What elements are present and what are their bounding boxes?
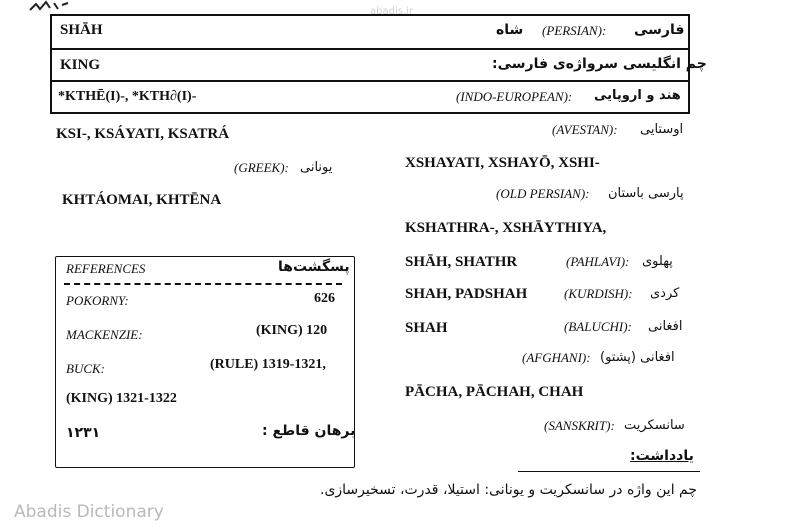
- persian-label-fa: فارسی: [634, 22, 685, 38]
- references-box: [55, 256, 355, 468]
- avestan-label-en: (AVESTAN):: [552, 122, 618, 137]
- ref-mackenzie-value: (KING) 120: [256, 323, 328, 338]
- kurdish-label-en: (KURDISH):: [564, 286, 633, 301]
- note-divider: [518, 471, 700, 472]
- english-value: KING: [60, 57, 101, 73]
- kurdish-label-fa: کردی: [650, 286, 680, 301]
- pahlavi-label-en: (PAHLAVI):: [566, 254, 630, 269]
- greek-label-en: (GREEK):: [234, 160, 289, 175]
- kurdish-value: SHAH, PADSHAH: [405, 286, 528, 302]
- pahlavi-value: SHĀH, SHATHR: [405, 254, 518, 270]
- ref-buck-name: BUCK:: [66, 361, 105, 376]
- ref-borhan-name: برهان قاطع :: [262, 423, 356, 439]
- faint-header-text: abadis.ir: [370, 6, 414, 17]
- baluchi-value: SHAH: [405, 320, 448, 336]
- indo-european-label-en: (INDO-EUROPEAN):: [456, 89, 573, 104]
- indo-european-value: *KTHĒ(I)-, *KTH∂(I)-: [58, 89, 197, 104]
- references-dashed-divider: [64, 283, 342, 285]
- note-text: چم این واژه در سانسکریت و یونانی: استیلا، قدرت، تسخیرسازی.: [320, 482, 698, 498]
- afghani-label-en: (AFGHANI):: [522, 350, 591, 365]
- indo-european-label-fa: هند و اروپایی: [594, 88, 681, 103]
- persian-label-en: (PERSIAN):: [542, 23, 607, 38]
- old-persian-label-fa: پارسی باستان: [608, 186, 684, 201]
- afghani-value: PĀCHA, PĀCHAH, CHAH: [405, 384, 584, 400]
- entry-header-table: [50, 14, 707, 114]
- old-persian-value: KSHATHRA-, XSHĀYTHIYA,: [405, 220, 607, 236]
- references-title-fa: پسگشت‌ها: [278, 259, 350, 275]
- references-title-en: REFERENCES: [66, 261, 146, 276]
- ref-pokorny-name: POKORNY:: [66, 293, 129, 308]
- persian-latin-value: SHĀH: [60, 22, 103, 38]
- avestan-label-fa: اوستایی: [640, 122, 684, 137]
- greek-value: KHTÁOMAI, KHTĒNA: [62, 192, 222, 208]
- persian-fa-value: شاه: [496, 22, 524, 38]
- afghani-label-fa: افغانی (پشتو): [600, 350, 675, 365]
- sanskrit-label-en: (SANSKRIT):: [544, 418, 615, 433]
- greek-label-fa: یونانی: [300, 160, 333, 175]
- ref-borhan-value: ۱۲۳۱: [66, 425, 101, 441]
- sanskrit-label-fa: سانسکریت: [624, 418, 685, 433]
- ref-pokorny-value: 626: [314, 291, 335, 306]
- pahlavi-label-fa: پهلوی: [642, 254, 673, 269]
- baluchi-label-fa: افغانی: [648, 319, 683, 334]
- old-persian-label-en: (OLD PERSIAN):: [496, 186, 590, 201]
- note-heading: یادداشت:: [630, 448, 694, 464]
- english-label-fa: چم انگلیسی سرواژه‌ی فارسی:: [492, 56, 707, 72]
- ref-buck-value: (RULE) 1319-1321,: [210, 357, 326, 372]
- avestan-value: KSI-, KSÁYATI, KSATRÁ: [56, 126, 230, 142]
- baluchi-label-en: (BALUCHI):: [564, 319, 632, 334]
- english-row: [52, 48, 707, 83]
- persian-row: [52, 16, 688, 49]
- watermark-logo-text: Abadis Dictionary: [14, 502, 164, 522]
- ink-smudge-mark: [28, 0, 76, 14]
- indo-european-row: [52, 80, 688, 115]
- ref-mackenzie-name: MACKENZIE:: [66, 327, 143, 342]
- xshayati-value: XSHAYATI, XSHAYŌ, XSHI-: [405, 155, 600, 171]
- ref-buck-value-2: (KING) 1321-1322: [66, 391, 177, 406]
